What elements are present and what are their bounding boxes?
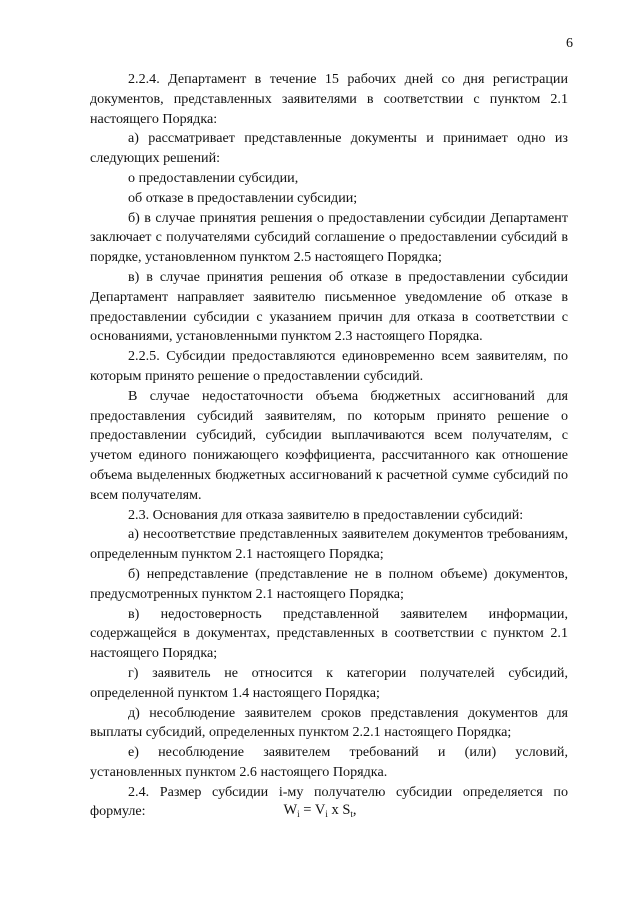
- paragraph-2-3: 2.3. Основания для отказа заявителю в предоставлении субсидий:: [128, 506, 524, 523]
- refusal-reason-b: б) непредставление (представление не в полном объеме) документов, предусмотренных пунктом 2.1 настоящего Порядка;: [90, 565, 568, 602]
- paragraph-item-v: в) в случае принятия решения об отказе в предоставлении субсидии Департамент направляет заявителю письменное уведомление об отказе в предоставлении субсидии с указанием причин для отказа в соответствии с основаниями, установленными пунктом 2.3 настоящего Порядка.: [90, 268, 568, 345]
- formula-equals: =: [299, 802, 315, 818]
- paragraph-item-b: б) в случае принятия решения о предоставлении субсидии Департамент заключает с получателями субсидий соглашение о предоставлении субсидий в порядке, установленном пунктом 2.5 настоящего Порядка;: [90, 209, 568, 266]
- formula-w-index: i: [297, 809, 300, 819]
- page-number: 6: [566, 36, 573, 51]
- paragraph-insufficient-funds: В случае недостаточности объема бюджетных ассигнований для предоставления субсидий заявителям, по которым принято решение о предоставлении субсидий, субсидии выплачиваются всем получателям, с учетом единого понижающего коэффициента, рассчитанного как отношение объема выделенных бюджетных ассигнований к расчетной сумме субсидий по всем получателям.: [90, 387, 568, 503]
- paragraph-2-4: 2.4. Размер субсидии i-му получателю субсидии определяется по формуле:: [90, 783, 568, 820]
- refusal-reason-v: в) недостоверность представленной заявителем информации, содержащейся в документах, представленных в соответствии с пунктом 2.1 настоящего Порядка;: [90, 605, 568, 662]
- decision-option-refusal: об отказе в предоставлении субсидии;: [128, 189, 358, 206]
- document-body: [90, 70, 568, 822]
- subsidy-formula: [0, 802, 640, 819]
- refusal-reason-g: г) заявитель не относится к категории получателей субсидий, определенной пунктом 1.4 настоящего Порядка;: [90, 664, 568, 701]
- formula-v-index: i: [325, 809, 328, 819]
- formula-v: V: [314, 802, 326, 818]
- formula-w: W: [283, 802, 298, 818]
- refusal-reason-a: а) несоответствие представленных заявителем документов требованиям, определенным пунктом 2.1 настоящего Порядка;: [90, 526, 568, 563]
- paragraph-item-a: а) рассматривает представленные документы и принимает одно из следующих решений:: [90, 130, 568, 167]
- paragraph-2-2-4: 2.2.4. Департамент в течение 15 рабочих дней со дня регистрации документов, представленных заявителями в соответствии с пунктом 2.1 настоящего Порядка:: [90, 71, 568, 127]
- paragraph-2-2-5: 2.2.5. Субсидии предоставляются единовременно всем заявителям, по которым принято решение о предоставлении субсидий.: [90, 348, 568, 384]
- formula-times: x: [327, 802, 343, 818]
- formula-comma: ,: [352, 802, 357, 818]
- decision-option-grant: о предоставлении субсидии,: [128, 169, 299, 186]
- formula-s-index: t: [350, 809, 353, 819]
- formula-s: S: [342, 802, 351, 818]
- refusal-reason-d: д) несоблюдение заявителем сроков представления документов для выплаты субсидий, определенных пунктом 2.2.1 настоящего Порядка;: [90, 704, 568, 741]
- refusal-reason-e: е) несоблюдение заявителем требований и (или) условий, установленных пунктом 2.6 настоящего Порядка.: [90, 744, 568, 780]
